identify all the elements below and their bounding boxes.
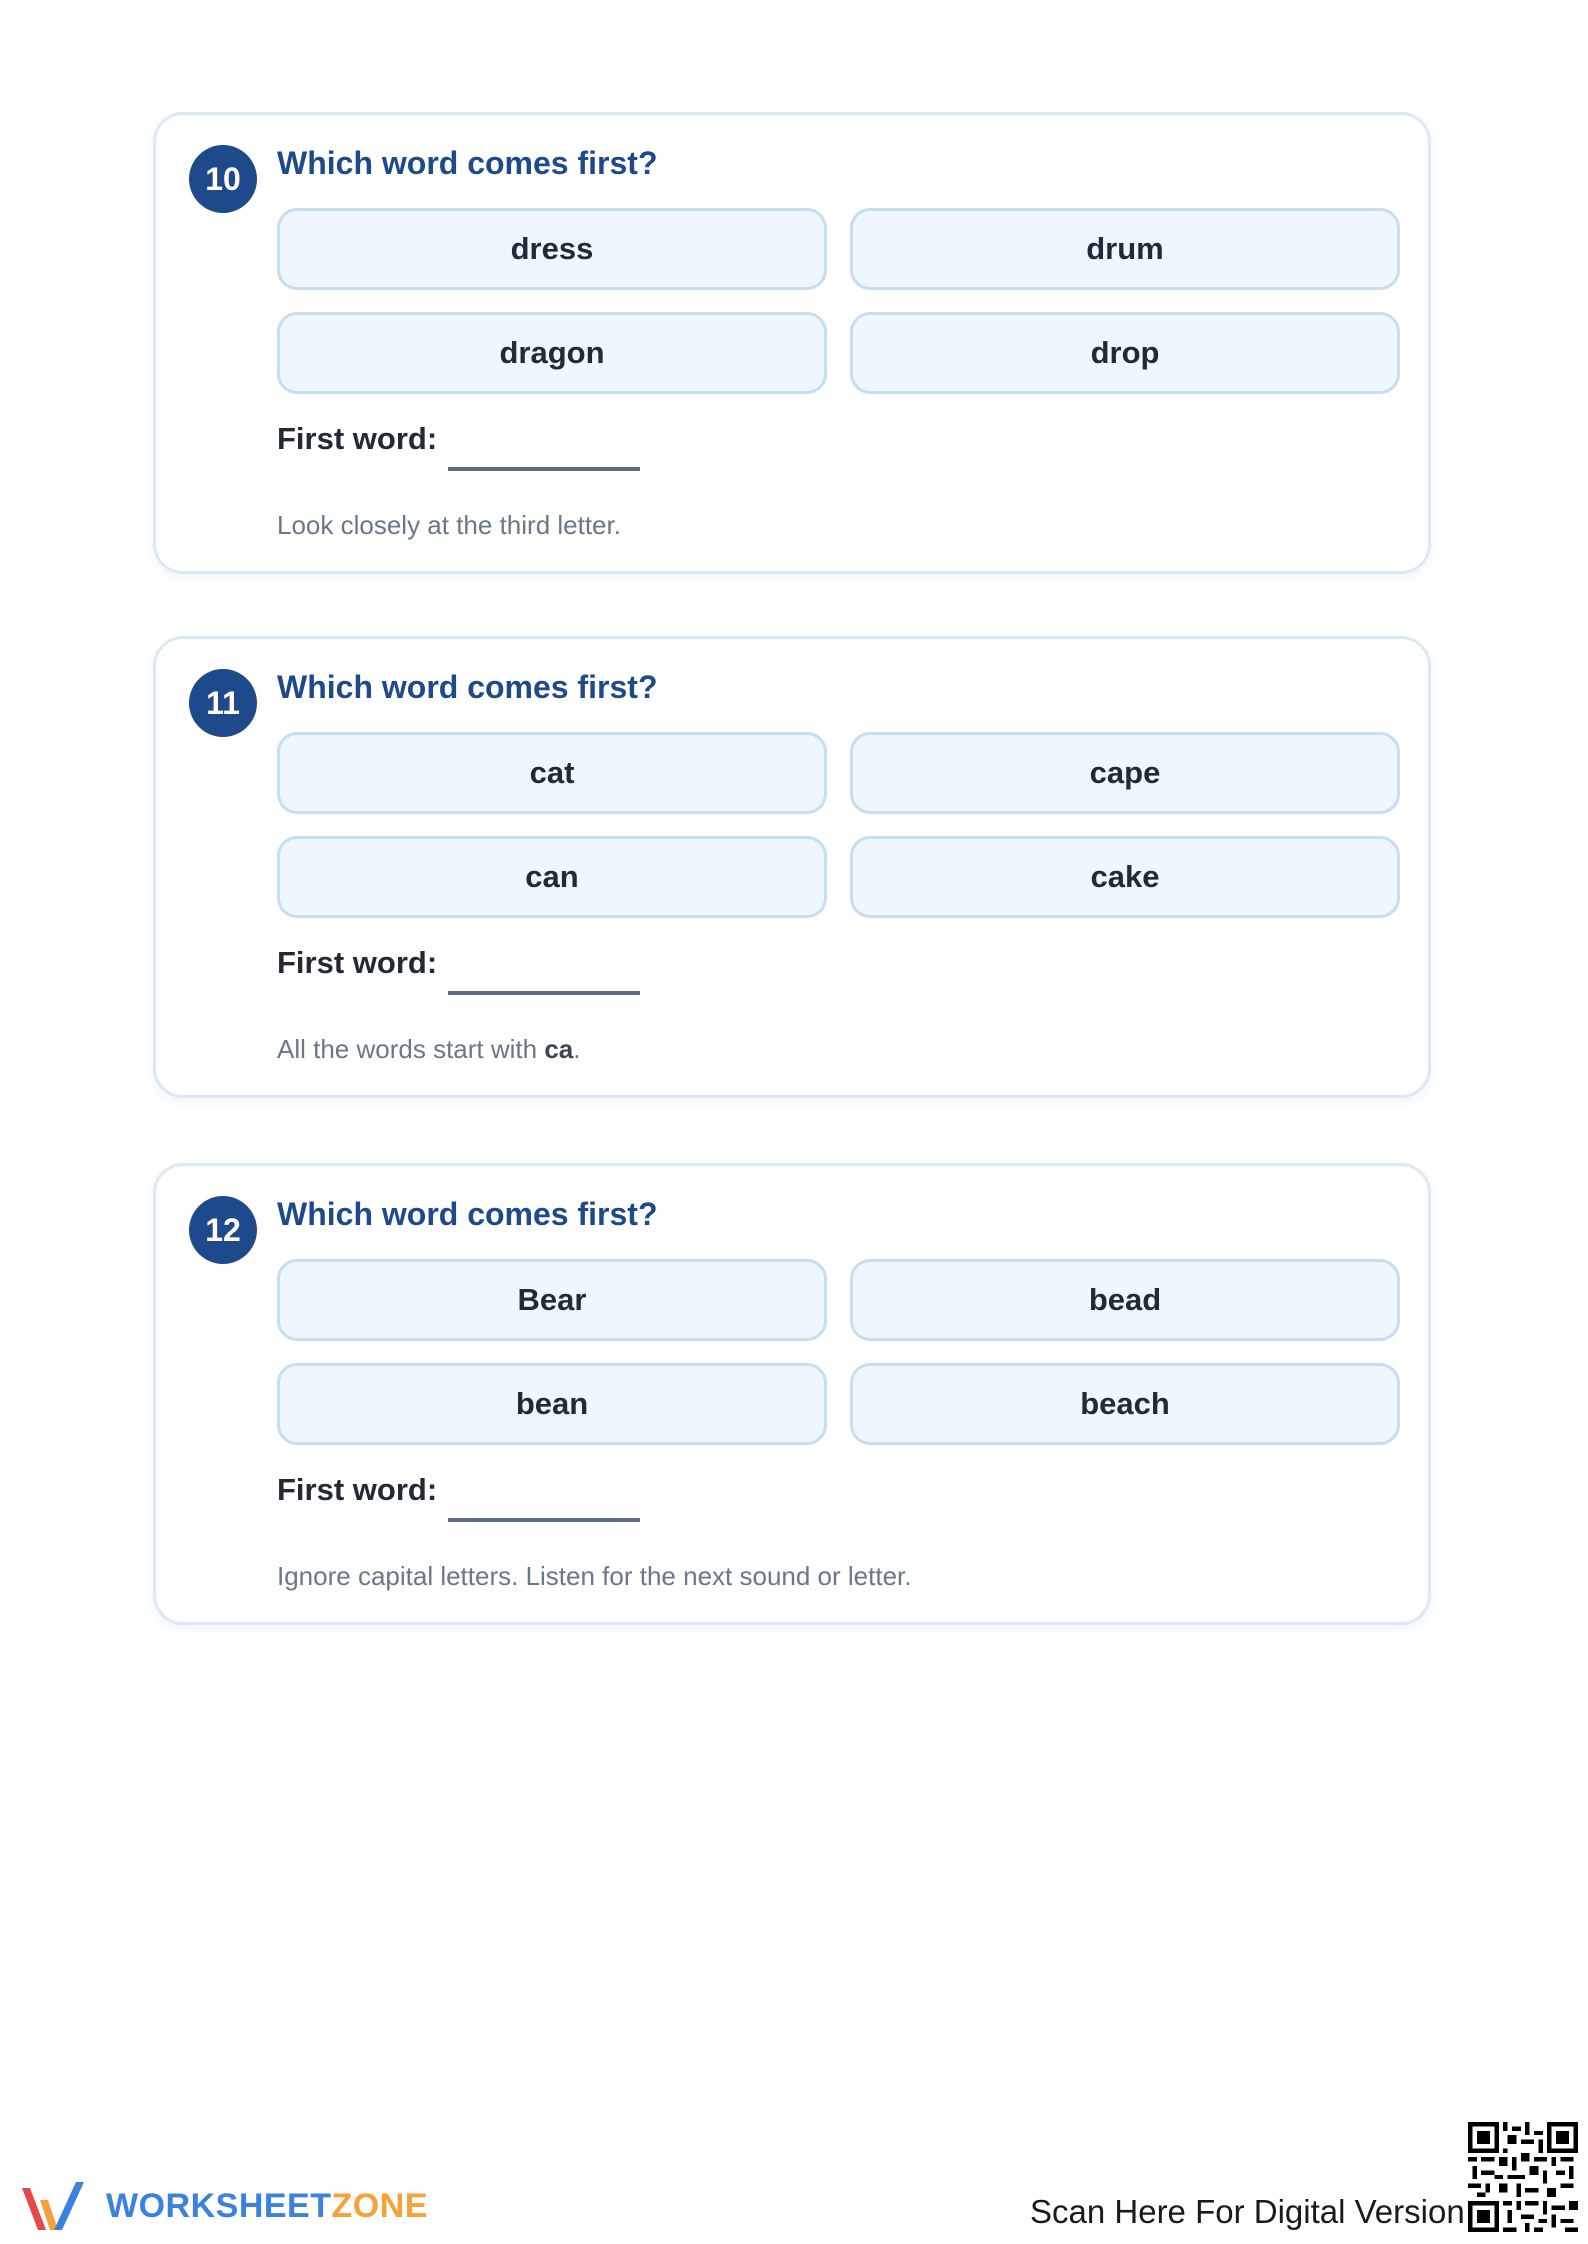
answer-blank-line[interactable] — [448, 1518, 640, 1522]
brand-name: WORKSHEETZONE — [106, 2186, 428, 2225]
scan-caption: Scan Here For Digital Version — [1030, 2193, 1465, 2230]
answer-blank-line[interactable] — [448, 467, 640, 471]
option-cape[interactable]: cape — [850, 732, 1400, 814]
answer-label: First word: — [277, 421, 438, 456]
hint-text: Ignore capital letters. Listen for the next sound or letter. — [277, 1561, 912, 1591]
option-bead[interactable]: bead — [850, 1259, 1400, 1341]
question-title: Which word comes first? — [277, 1196, 658, 1232]
question-number-badge: 12 — [189, 1196, 257, 1264]
question-title: Which word comes first? — [277, 669, 658, 705]
brand-logo[interactable] — [18, 2178, 428, 2234]
question-number-badge: 10 — [189, 145, 257, 213]
question-title: Which word comes first? — [277, 145, 658, 181]
worksheetzone-logo-icon — [18, 2178, 94, 2234]
hint-text: All the words start with ca. — [277, 1034, 581, 1064]
option-dress[interactable]: dress — [277, 208, 827, 290]
option-beach[interactable]: beach — [850, 1363, 1400, 1445]
option-cake[interactable]: cake — [850, 836, 1400, 918]
question-number-badge: 11 — [189, 669, 257, 737]
question-card-10 — [153, 112, 1431, 574]
option-bear[interactable]: Bear — [277, 1259, 827, 1341]
answer-label: First word: — [277, 945, 438, 980]
option-bean[interactable]: bean — [277, 1363, 827, 1445]
answer-blank-line[interactable] — [448, 991, 640, 995]
option-cat[interactable]: cat — [277, 732, 827, 814]
hint-text: Look closely at the third letter. — [277, 510, 621, 540]
answer-label: First word: — [277, 1472, 438, 1507]
option-can[interactable]: can — [277, 836, 827, 918]
question-card-12 — [153, 1163, 1431, 1625]
question-card-11 — [153, 636, 1431, 1098]
option-dragon[interactable]: dragon — [277, 312, 827, 394]
option-drum[interactable]: drum — [850, 208, 1400, 290]
qr-code-icon[interactable] — [1468, 2122, 1578, 2232]
hint-bold-text: ca — [544, 1034, 574, 1064]
option-drop[interactable]: drop — [850, 312, 1400, 394]
